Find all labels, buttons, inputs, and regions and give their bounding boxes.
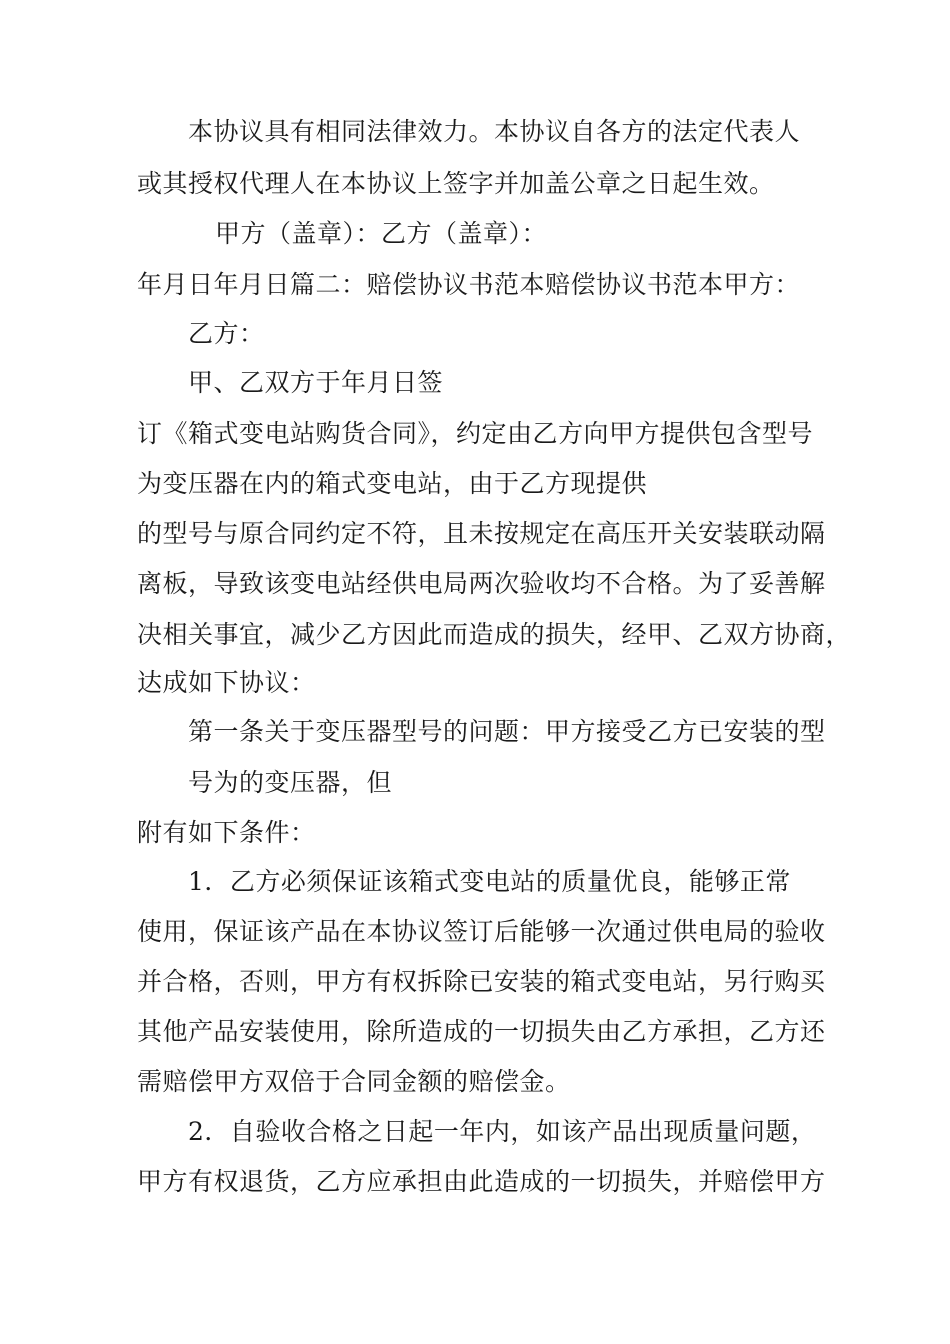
- text-line: 甲、乙双方于年月日签: [188, 368, 444, 397]
- clause-two-line: 2．自验收合格之日起一年内，如该产品出现质量问题，: [188, 1117, 817, 1146]
- text-line: 离板，导致该变电站经供电局两次验收均不合格。为了妥善解: [137, 569, 826, 598]
- text-line: 附有如下条件：: [137, 818, 316, 847]
- party-b-line: 乙方：: [188, 319, 265, 348]
- text-line: 的型号与原合同约定不符，且未按规定在高压开关安装联动隔: [137, 519, 826, 548]
- text-line: 其他产品安装使用，除所造成的一切损失由乙方承担，乙方还: [137, 1017, 826, 1046]
- text-line: 年月日年月日篇二：赔偿协议书范本赔偿协议书范本甲方：: [137, 270, 801, 299]
- text-line: 为变压器在内的箱式变电站，由于乙方现提供: [137, 469, 648, 498]
- text-line: 达成如下协议：: [137, 668, 316, 697]
- article-one-line: 第一条关于变压器型号的问题：甲方接受乙方已安装的型: [188, 717, 826, 746]
- text-line: 决相关事宜，减少乙方因此而造成的损失，经甲、乙双方协商，: [137, 620, 852, 649]
- text-line: 或其授权代理人在本协议上签字并加盖公章之日起生效。: [137, 169, 775, 198]
- text-line: 使用，保证该产品在本协议签订后能够一次通过供电局的验收: [137, 917, 826, 946]
- text-line: 需赔偿甲方双倍于合同金额的赔偿金。: [137, 1067, 571, 1096]
- text-line: 订《箱式变电站购货合同》，约定由乙方向甲方提供包含型号: [137, 419, 814, 448]
- text-line: 并合格，否则，甲方有权拆除已安装的箱式变电站，另行购买: [137, 967, 826, 996]
- clause-one-line: 1．乙方必须保证该箱式变电站的质量优良，能够正常: [188, 867, 791, 896]
- text-line: 甲方有权退货，乙方应承担由此造成的一切损失，并赔偿甲方: [137, 1167, 826, 1196]
- text-line: 本协议具有相同法律效力。本协议自各方的法定代表人: [188, 117, 801, 146]
- text-line: 号为的变压器，但: [188, 768, 393, 797]
- signature-line: 甲方（盖章）：乙方（盖章）：: [215, 219, 548, 248]
